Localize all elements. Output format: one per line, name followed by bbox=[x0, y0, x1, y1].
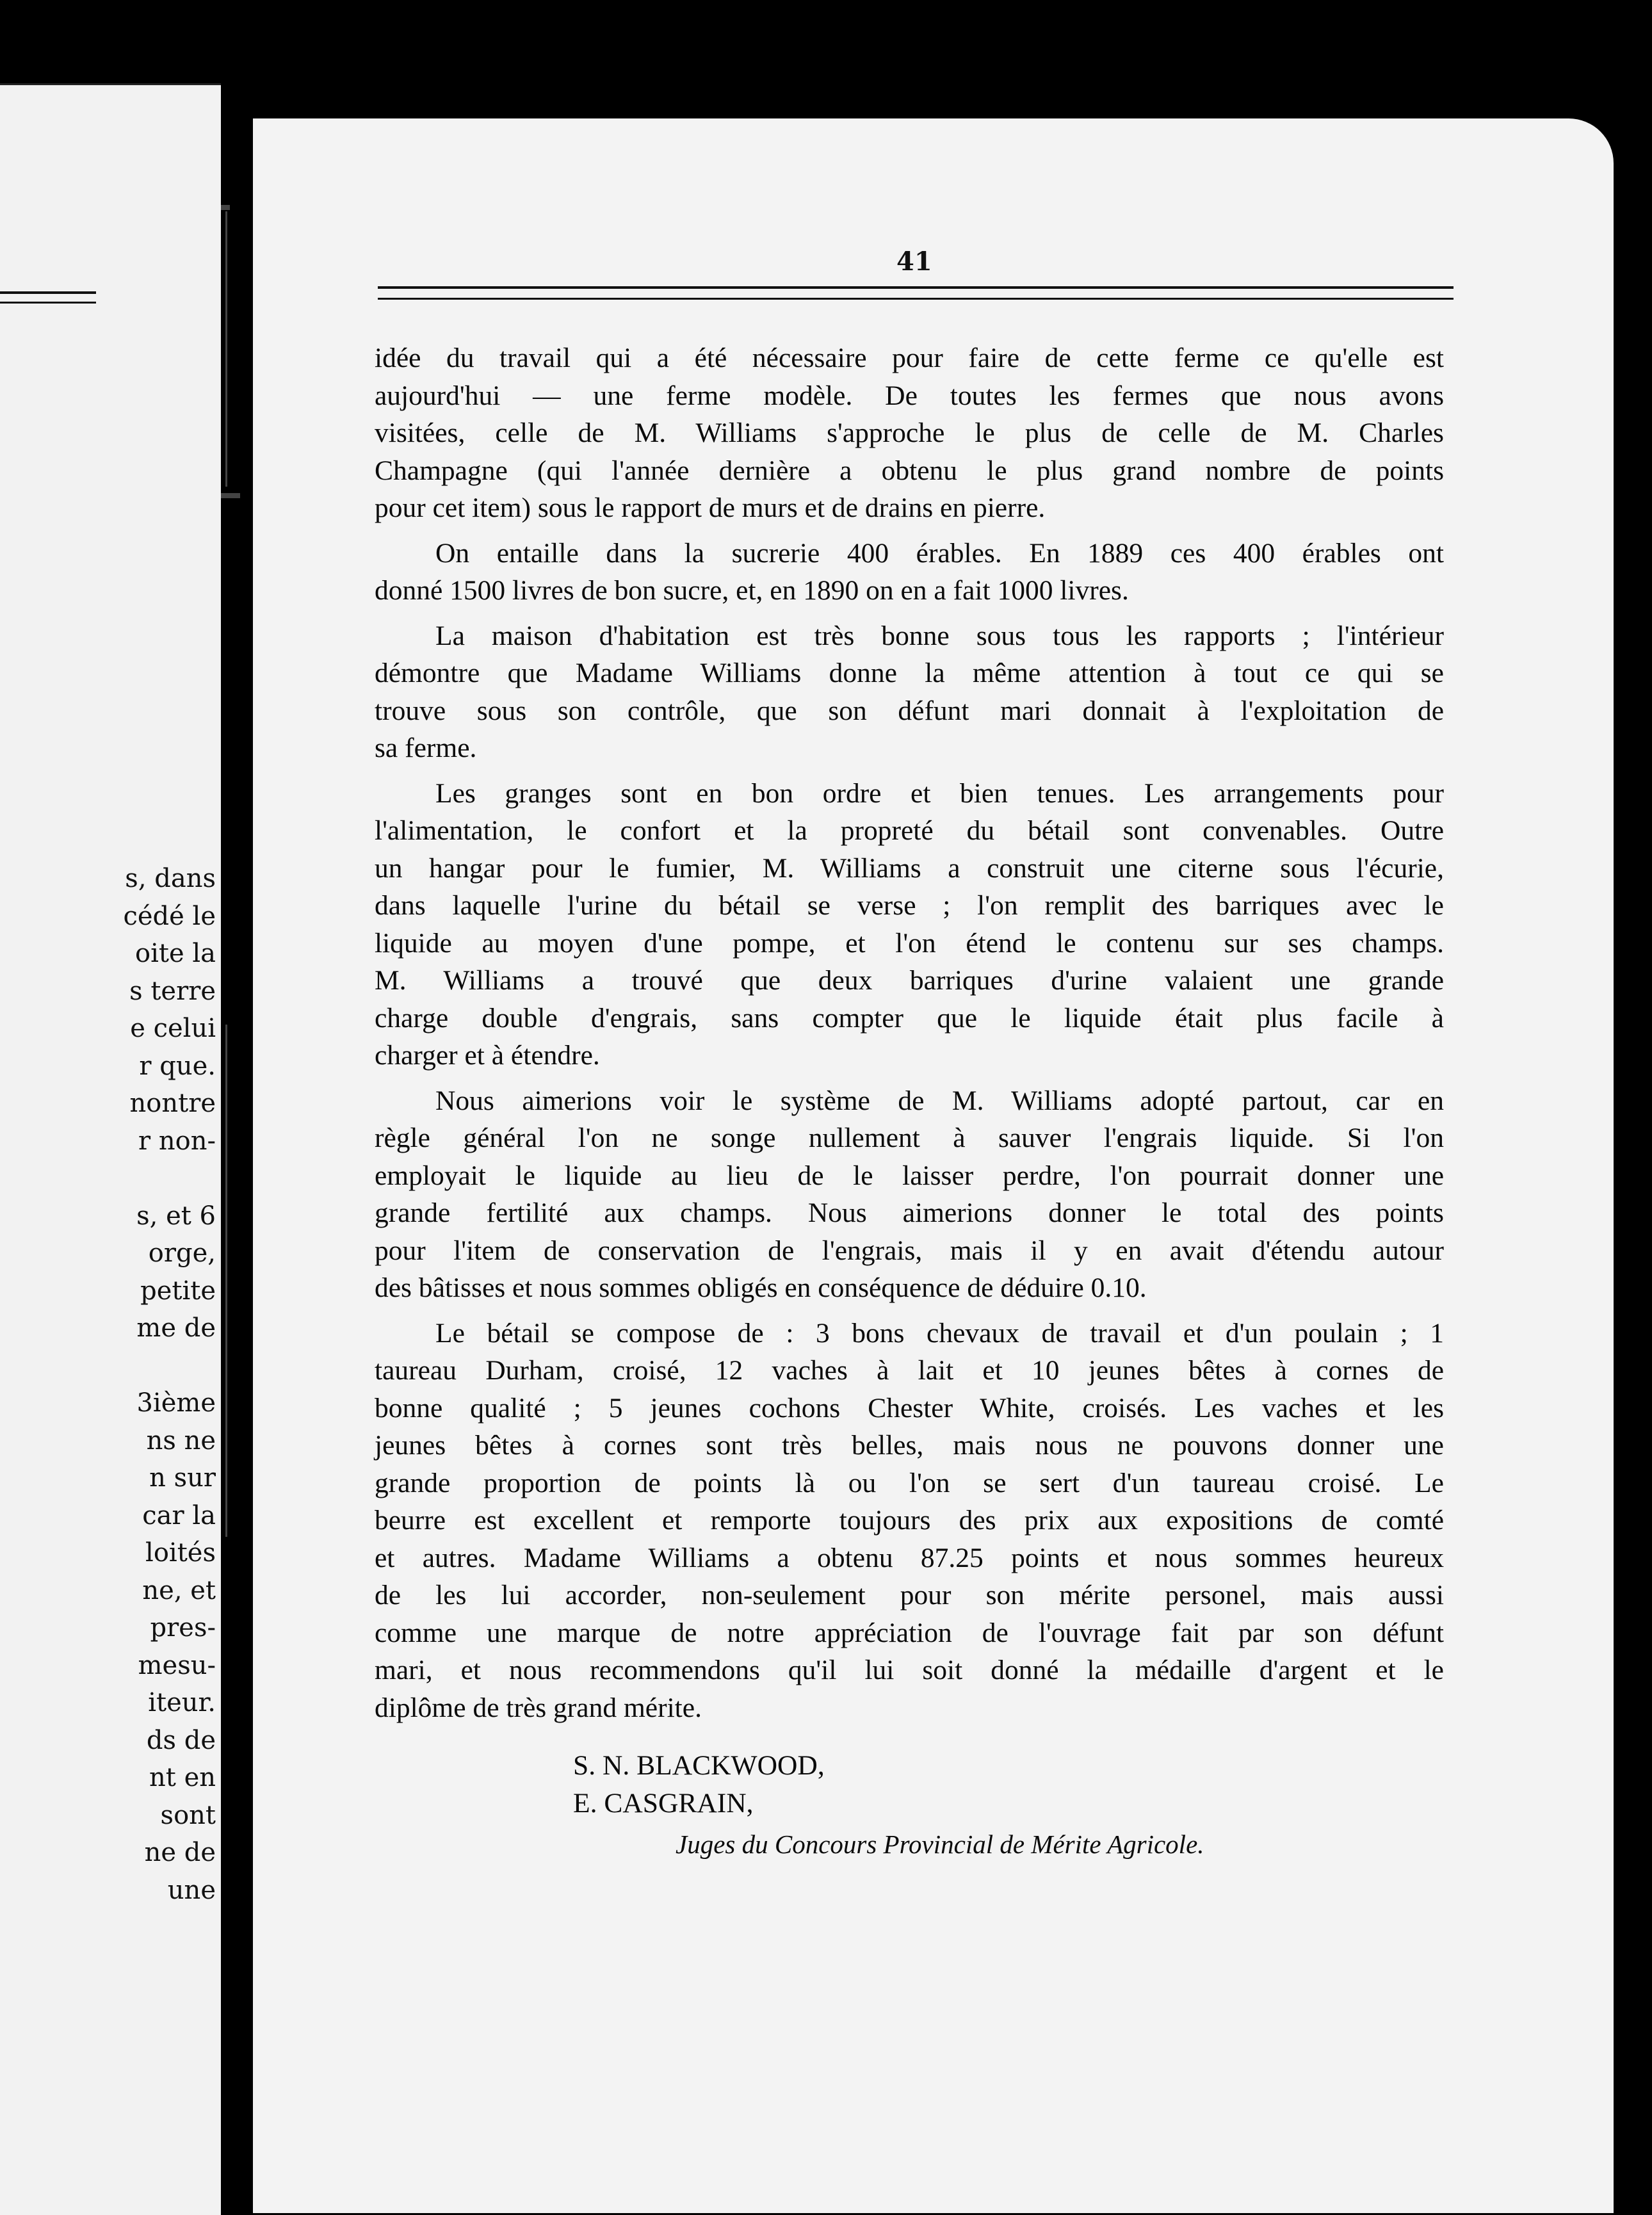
text-line: trouve sous son contrôle, que son défunt mari donnait à l'exploitation de bbox=[375, 695, 1444, 726]
paragraph bbox=[375, 1082, 1444, 1307]
text-line: pour l'item de conservation de l'engrais, mais il y en avait d'étendu autour bbox=[375, 1235, 1444, 1266]
text-line: mari, et nous recommendons qu'il lui soit donné la médaille d'argent et le bbox=[375, 1655, 1444, 1685]
text-line: Le bétail se compose de : 3 bons chevaux de travail et d'un poulain ; 1 bbox=[435, 1317, 1444, 1349]
text-line: La maison d'habitation est très bonne sous tous les rapports ; l'intérieur bbox=[435, 620, 1444, 651]
signatures bbox=[573, 1747, 825, 1822]
left-page-fragment: s, et 6 bbox=[136, 1201, 216, 1231]
left-page-gap bbox=[123, 1160, 216, 1197]
header-rule bbox=[378, 286, 1454, 300]
left-page-fragment: petite bbox=[140, 1276, 216, 1306]
text-line: donné 1500 livres de bon sucre, et, en 1890 on en a fait 1000 livres. bbox=[375, 575, 1129, 606]
signature-casgrain: E. CASGRAIN, bbox=[573, 1788, 754, 1819]
text-line: grande proportion de points là ou l'on se sert d'un taureau croisé. Le bbox=[375, 1467, 1444, 1498]
left-page-fragment: ne de bbox=[144, 1838, 216, 1867]
paragraph bbox=[375, 1315, 1444, 1727]
text-line: idée du travail qui a été nécessaire pour faire de cette ferme ce qu'elle est bbox=[375, 343, 1444, 373]
left-page-fragment: ns ne bbox=[146, 1425, 216, 1456]
paragraph bbox=[375, 339, 1444, 527]
text-line: des bâtisses et nous sommes obligés en conséquence de déduire 0.10. bbox=[375, 1272, 1147, 1303]
text-line: un hangar pour le fumier, M. Williams a construit une citerne sous l'écurie, bbox=[375, 852, 1444, 884]
paragraph bbox=[375, 617, 1444, 767]
left-page-fragment: 3ième bbox=[136, 1388, 216, 1418]
gutter-line bbox=[225, 211, 227, 487]
left-page-fragment: mesu- bbox=[138, 1650, 216, 1680]
text-line: dans laquelle l'urine du bétail se verse ; l'on remplit des barriques avec le bbox=[375, 890, 1444, 921]
text-line: démontre que Madame Williams donne la même attention à tout ce qui se bbox=[375, 658, 1444, 688]
text-line: pour cet item) sous le rapport de murs et de drains en pierre. bbox=[375, 492, 1046, 523]
gutter-mark bbox=[221, 493, 240, 498]
left-page-fragment: loités bbox=[145, 1538, 216, 1568]
gutter-mark bbox=[221, 205, 230, 210]
body-text bbox=[375, 339, 1444, 1734]
left-page-gap bbox=[123, 1347, 216, 1385]
left-page-fragment: nt en bbox=[149, 1763, 216, 1792]
paragraph bbox=[375, 775, 1444, 1075]
text-line: charge double d'engrais, sans compter que le liquide était plus facile à bbox=[375, 1002, 1444, 1034]
page-number: 41 bbox=[896, 247, 932, 277]
text-line: bonne qualité ; 5 jeunes cochons Chester White, croisés. Les vaches et les bbox=[375, 1392, 1444, 1424]
text-line: liquide au moyen d'une pompe, et l'on étend le contenu sur ses champs. bbox=[375, 927, 1444, 959]
text-line: grande fertilité aux champs. Nous aimerions donner le total des points bbox=[375, 1197, 1444, 1228]
left-page-fragment: ne, et bbox=[142, 1575, 216, 1605]
left-page-fragment: r que. bbox=[139, 1051, 216, 1081]
text-line: Nous aimerions voir le système de M. Williams adopté partout, car en bbox=[435, 1085, 1444, 1116]
text-line: diplôme de très grand mérite. bbox=[375, 1692, 702, 1723]
left-page-fragment: n sur bbox=[149, 1463, 216, 1493]
paragraph bbox=[375, 535, 1444, 610]
text-line: aujourd'hui — une ferme modèle. De toutes les fermes que nous avons bbox=[375, 380, 1444, 411]
judges-caption: Juges du Concours Provincial de Mérite Agricole. bbox=[676, 1830, 1204, 1859]
left-page-fragment: s, dans bbox=[125, 864, 216, 893]
main-page bbox=[253, 118, 1614, 2213]
text-line: l'alimentation, le confort et la propreté du bétail sont convenables. Outre bbox=[375, 815, 1444, 846]
left-page-fragment: s terre bbox=[129, 976, 216, 1006]
left-page-fragment: une bbox=[167, 1875, 216, 1905]
text-line: taureau Durham, croisé, 12 vaches à lait et 10 jeunes bêtes à cornes de bbox=[375, 1355, 1444, 1386]
text-line: sa ferme. bbox=[375, 733, 477, 763]
left-page-fragment: car la bbox=[142, 1500, 216, 1530]
text-line: On entaille dans la sucrerie 400 érables. En 1889 ces 400 érables ont bbox=[435, 537, 1444, 569]
text-line: M. Williams a trouvé que deux barriques d'urine valaient une grande bbox=[375, 965, 1444, 996]
left-page-fragment: ds de bbox=[146, 1725, 216, 1755]
text-line: jeunes bêtes à cornes sont très belles, mais nous ne pouvons donner une bbox=[375, 1430, 1444, 1461]
left-page-rule bbox=[0, 291, 96, 304]
text-line: visitées, celle de M. Williams s'approche le plus de celle de M. Charles bbox=[375, 418, 1444, 448]
text-line: employait le liquide au lieu de le laisser perdre, l'on pourrait donner une bbox=[375, 1160, 1444, 1191]
text-line: Champagne (qui l'année dernière a obtenu le plus grand nombre de points bbox=[375, 455, 1444, 486]
text-line: charger et à étendre. bbox=[375, 1040, 600, 1071]
text-line: Les granges sont en bon ordre et bien tenues. Les arrangements pour bbox=[435, 777, 1444, 809]
left-page-text-fragments bbox=[123, 860, 216, 1909]
left-page-fragment: iteur. bbox=[148, 1688, 216, 1717]
left-page-fragment: r non- bbox=[138, 1126, 216, 1156]
left-page-fragment: pres- bbox=[150, 1613, 216, 1643]
gutter-line bbox=[225, 1025, 227, 1537]
text-line: règle général l'on ne songe nullement à sauver l'engrais liquide. Si l'on bbox=[375, 1123, 1444, 1153]
left-facing-page bbox=[0, 83, 221, 2215]
left-page-fragment: nontre bbox=[129, 1089, 216, 1118]
left-page-fragment: me de bbox=[136, 1313, 216, 1343]
left-page-fragment: e celui bbox=[130, 1014, 216, 1043]
text-line: beurre est excellent et remporte toujours des prix aux expositions de comté bbox=[375, 1505, 1444, 1536]
left-page-fragment: oite la bbox=[135, 939, 216, 968]
text-line: comme une marque de notre appréciation de l'ouvrage fait par son défunt bbox=[375, 1617, 1444, 1648]
signature-blackwood: S. N. BLACKWOOD, bbox=[573, 1750, 825, 1781]
text-line: et autres. Madame Williams a obtenu 87.25 points et nous sommes heureux bbox=[375, 1542, 1444, 1573]
text-line: de les lui accorder, non-seulement pour son mérite personel, mais aussi bbox=[375, 1580, 1444, 1611]
left-page-fragment: orge, bbox=[148, 1238, 216, 1268]
left-page-fragment: cédé le bbox=[123, 901, 216, 931]
left-page-fragment: sont bbox=[160, 1800, 216, 1830]
